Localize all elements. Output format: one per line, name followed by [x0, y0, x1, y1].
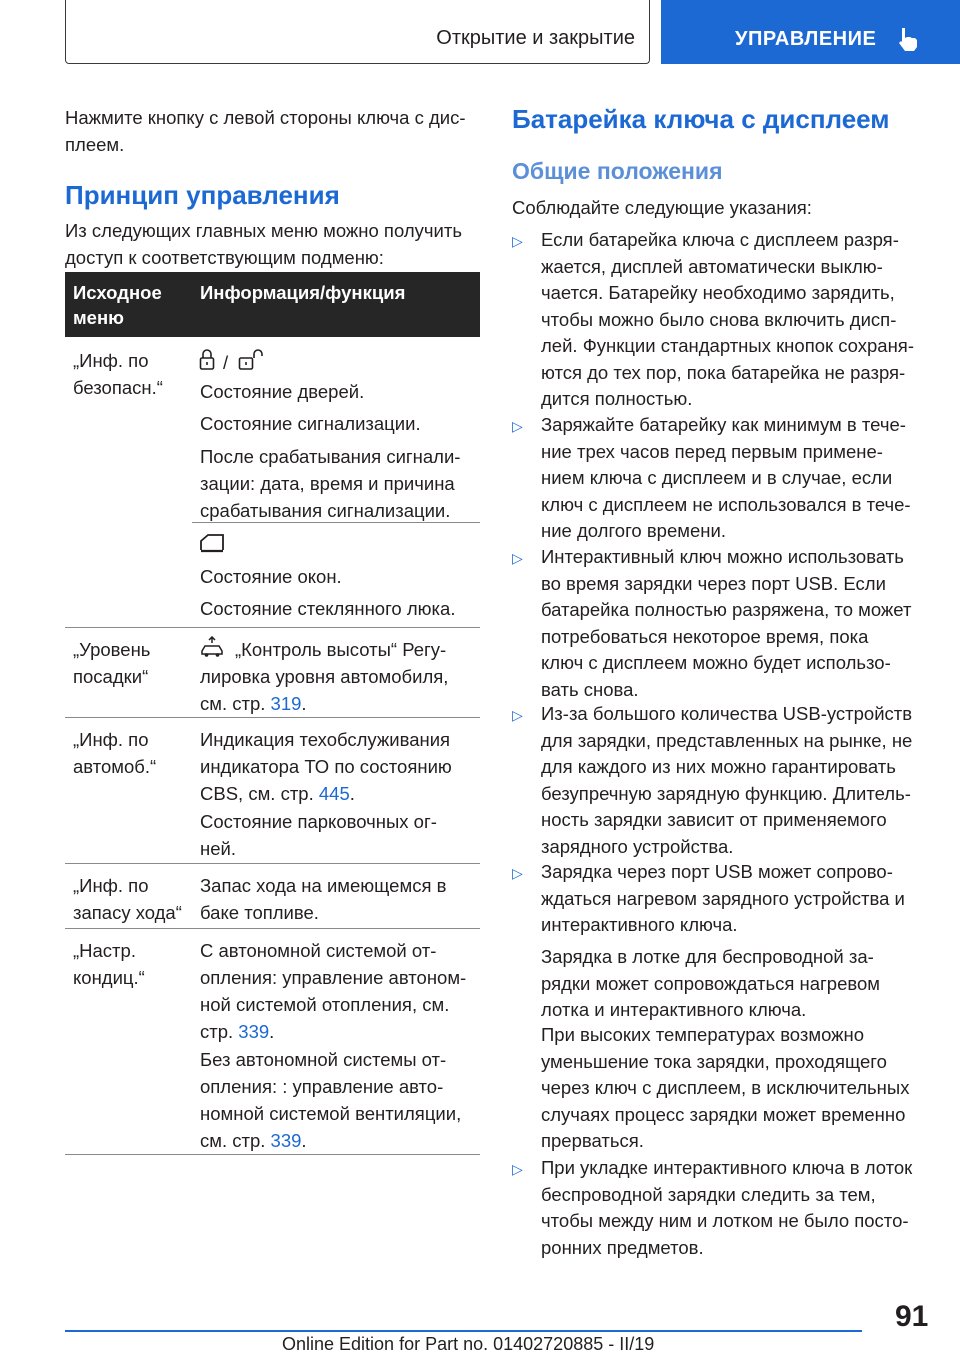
ride-height-text: „Контроль высоты“ Регу‐ — [235, 639, 447, 660]
ventilation-info-text: Без автономной системы от‐ опления: : управление авто‐ номной системой вентиляции, см. стр. 339. — [200, 1049, 462, 1151]
battery-heading: Батарейка ключа с дисплеем — [512, 104, 890, 134]
parking-lights-status: Состояние парковочных ог‐ ней. — [200, 811, 437, 859]
table-header-info: Информация/функция — [200, 282, 406, 303]
bullet-item-continued: Зарядка в лотке для беспроводной за‐ рядки может сопровождаться нагревом лотка и интерактивного ключа. — [541, 946, 880, 1020]
intro-text: Нажмите кнопку с левой стороны ключа с дис‐ плеем. — [65, 107, 466, 155]
door-status: Состояние дверей. — [200, 381, 365, 402]
general-subheading: Общие положения — [512, 158, 723, 184]
table-row-menu: „Инф. по автомоб.“ — [73, 729, 157, 777]
lock-separator: / — [223, 352, 229, 373]
footer-divider — [65, 1330, 862, 1332]
alarm-trigger-info: После срабатывания сигнали‐ зации: дата, время и причина срабатывания сигнализации. — [200, 446, 461, 521]
window-status: Состояние окон. — [200, 566, 342, 587]
alarm-status: Состояние сигнализации. — [200, 413, 421, 434]
page-link[interactable]: 319 — [270, 693, 302, 714]
header-chapter-title: УПРАВЛЕНИЕ — [735, 28, 877, 50]
climate-info-text: С автономной системой от‐ опления: управление автоном‐ ной системой отопления, см. стр. 339. — [200, 940, 467, 1042]
table-row-menu: „Инф. по запасу хода“ — [73, 875, 182, 923]
bullet-item: Из-за большого количества USB-устройств для зарядки, представленных на рынке, не для каждого из них можно гарантировать безупречную зарядную функцию. Длитель‐ ность зарядки зависит от применяемого зарядного устройства. — [541, 703, 913, 857]
table-header-row — [65, 272, 480, 337]
bullet-marker: ▷ — [512, 865, 523, 881]
table-divider — [65, 627, 480, 628]
ride-height-icon — [199, 636, 225, 658]
bullet-marker: ▷ — [512, 550, 523, 566]
bullet-item: Зарядка через порт USB может сопрово‐ ждаться нагревом зарядного устройства и интерактивного ключа. — [541, 861, 905, 935]
table-divider — [65, 1154, 480, 1155]
page-link[interactable]: 445 — [318, 783, 350, 804]
bullet-item: Если батарейка ключа с дисплеем разря‐ жается, дисплей автоматически выклю‐ чается. Батарейку необходимо зарядить, чтобы можно было снова включить дисп‐ лей. Функции стандартных кнопок сохраня‐ ются до тех пор, пока батарейка не разря‐ дится полностью. — [541, 229, 914, 409]
bullet-marker: ▷ — [512, 418, 523, 434]
hand-pointer-icon — [893, 24, 923, 54]
sunroof-status: Состояние стеклянного люка. — [200, 598, 456, 619]
table-row-menu: „Уровень посадки“ — [73, 639, 151, 687]
notes-intro: Соблюдайте следующие указания: — [512, 197, 812, 218]
header-chapter-tab — [661, 0, 960, 64]
bullet-marker: ▷ — [512, 233, 523, 249]
bullet-marker: ▷ — [512, 707, 523, 723]
bullet-item: При укладке интерактивного ключа в лоток беспроводной зарядки следить за тем, чтобы между ним и лотком не было посто‐ ронних предметов. — [541, 1157, 913, 1258]
service-info-text: Индикация техобслуживания индикатора ТО по состоянию CBS, см. стр. 445. — [200, 729, 452, 804]
window-icon — [199, 533, 225, 553]
page-link[interactable]: 339 — [238, 1021, 270, 1042]
page-link[interactable]: 339 — [270, 1130, 302, 1151]
lock-closed-icon — [199, 349, 215, 371]
header-section-title: Открытие и закрытие — [436, 27, 635, 49]
bullet-item-continued: При высоких температурах возможно уменьшение тока зарядки, проходящего через ключ с дисплеем, в исключительных случаях процесс зарядки может временно прерваться. — [541, 1024, 910, 1151]
ride-height-text: лировка уровня автомобиля, — [200, 666, 449, 687]
table-divider — [65, 863, 480, 864]
table-divider — [65, 928, 480, 929]
bullet-marker: ▷ — [512, 1161, 523, 1177]
bullet-item: Заряжайте батарейку как минимум в тече‐ ние трех часов перед первым примене‐ нием ключа с дисплеем и в случае, если ключ с дисплеем не использовался в тече‐ ние долгого времени. — [541, 414, 911, 541]
table-divider — [192, 522, 480, 523]
ride-height-ref: см. стр. 319. — [200, 693, 307, 714]
page-number: 91 — [895, 1300, 929, 1333]
range-info-text: Запас хода на имеющемся в баке топливе. — [200, 875, 447, 923]
section-description: Из следующих главных меню можно получить доступ к соответствующим подменю: — [65, 220, 462, 268]
section-heading: Принцип управления — [65, 180, 340, 210]
table-row-menu: „Инф. по безопасн.“ — [73, 350, 163, 398]
footer-edition: Online Edition for Part no. 01402720885 - II/19 — [282, 1334, 655, 1354]
lock-open-icon — [238, 349, 266, 371]
bullet-item: Интерактивный ключ можно использовать во время зарядки через порт USB. Если батарейка полностью разряжена, то может потребоваться некоторое время, пока ключ с дисплеем можно будет использо‐ вать снова. — [541, 546, 912, 700]
header-section-tab — [65, 0, 650, 64]
table-row-menu: „Настр. кондиц.“ — [73, 940, 145, 988]
table-header-menu: Исходное меню — [73, 282, 162, 328]
table-divider — [65, 717, 480, 718]
